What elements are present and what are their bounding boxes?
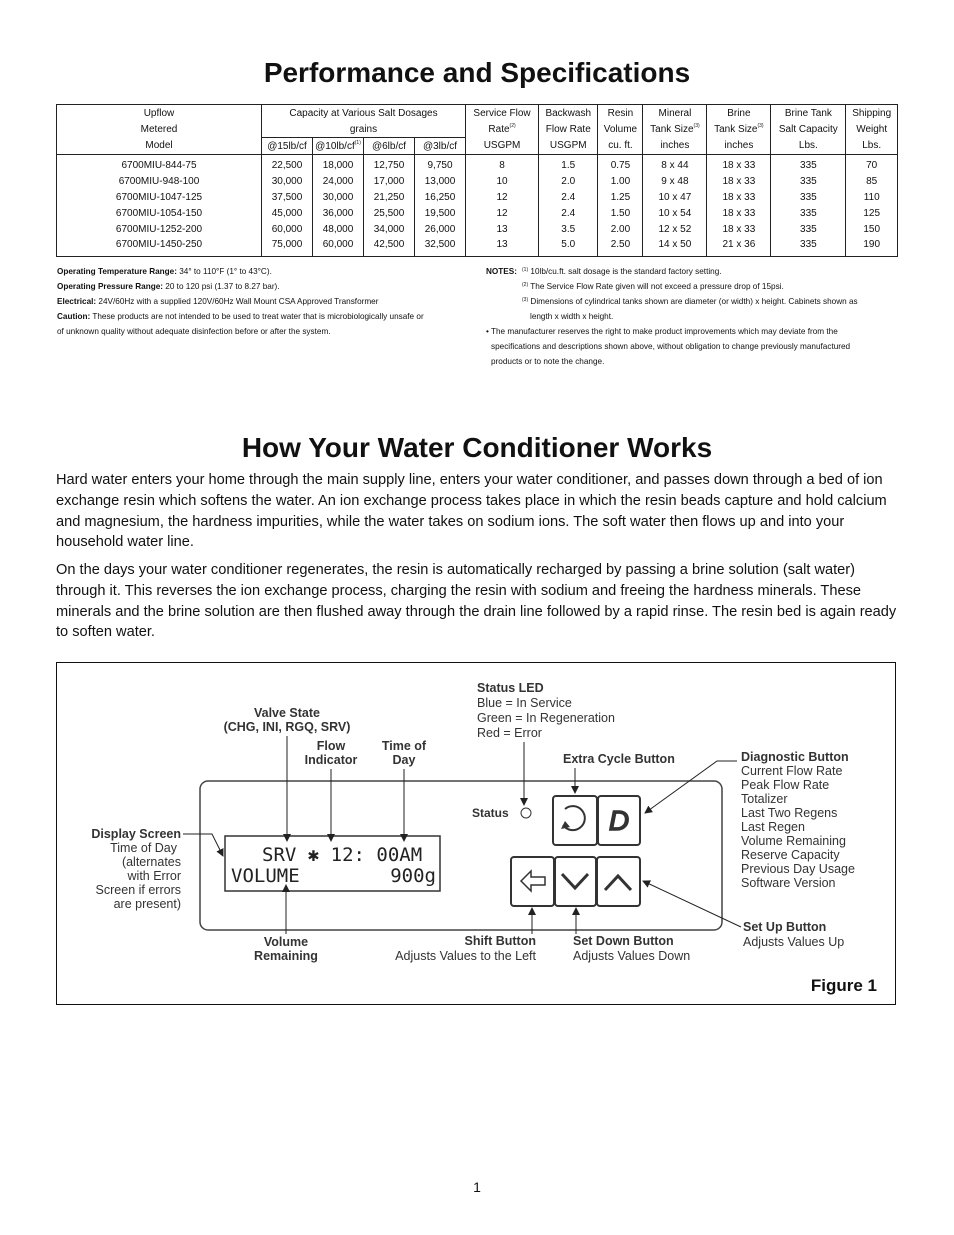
table-cell: 14 x 50: [643, 237, 707, 256]
table-row: [57, 221, 898, 237]
table-cell: cu. ft.: [598, 138, 643, 155]
table-cell: 1.5: [539, 155, 598, 174]
table-cell: Backwash: [539, 105, 598, 122]
svg-text:Current Flow Rate: Current Flow Rate: [741, 764, 843, 778]
svg-text:Indicator: Indicator: [304, 753, 358, 767]
svg-text:Display Screen: Display Screen: [91, 827, 181, 841]
table-cell: 26,000: [415, 221, 466, 237]
table-cell: 17,000: [364, 174, 415, 190]
table-cell: 335: [771, 174, 846, 190]
table-cell: 12: [466, 205, 539, 221]
page-number: 1: [473, 1179, 481, 1195]
svg-text:Shift Button: Shift Button: [464, 934, 536, 948]
table-cell: 22,500: [262, 155, 313, 174]
table-cell: 190: [846, 237, 898, 256]
table-cell: 6700MIU-1450-250: [57, 237, 262, 256]
svg-text:Flow: Flow: [316, 739, 346, 753]
table-cell: 335: [771, 221, 846, 237]
table-cell: 110: [846, 190, 898, 206]
table-cell: USGPM: [466, 138, 539, 155]
status-label: Status: [472, 806, 509, 820]
table-cell: 2.50: [598, 237, 643, 256]
svg-text:Set Up Button: Set Up Button: [743, 920, 827, 934]
section-title-specifications: Performance and Specifications: [263, 57, 691, 88]
svg-text:with Error: with Error: [127, 869, 181, 883]
svg-text:Totalizer: Totalizer: [741, 792, 788, 806]
table-row: [57, 174, 898, 190]
lcd-line-2-left: VOLUME: [231, 865, 300, 887]
table-cell: 75,000: [262, 237, 313, 256]
set-down-button[interactable]: [555, 857, 596, 906]
svg-text:Software Version: Software Version: [741, 876, 836, 890]
svg-text:Adjusts Values to the Left: Adjusts Values to the Left: [395, 949, 536, 963]
table-cell: 30,000: [262, 174, 313, 190]
table-cell: Lbs.: [771, 138, 846, 155]
table-cell: 8: [466, 155, 539, 174]
table-cell: 34,000: [364, 221, 415, 237]
table-cell: 32,500: [415, 237, 466, 256]
table-cell: 335: [771, 155, 846, 174]
table-cell: 13: [466, 221, 539, 237]
table-cell: 10: [466, 174, 539, 190]
d-letter: D: [608, 805, 630, 836]
table-cell: 70: [846, 155, 898, 174]
table-cell: 10 x 54: [643, 205, 707, 221]
table-cell: 18,000: [313, 155, 364, 174]
table-cell: Metered: [57, 121, 262, 138]
table-cell: 21 x 36: [707, 237, 771, 256]
status-led-icon: [521, 808, 531, 818]
svg-text:Valve State: Valve State: [253, 706, 321, 720]
table-cell: 37,500: [262, 190, 313, 206]
table-cell: 1.00: [598, 174, 643, 190]
svg-text:are present): are present): [113, 897, 181, 911]
table-cell: 9 x 48: [643, 174, 707, 190]
table-cell: 2.4: [539, 205, 598, 221]
table-cell: 36,000: [313, 205, 364, 221]
table-cell: Mineral: [643, 105, 707, 122]
table-cell: Shipping: [846, 105, 898, 122]
table-cell: Brine: [707, 105, 771, 122]
table-cell: Resin: [598, 105, 643, 122]
lcd-line-1: SRV ✱ 12: 00AM: [262, 844, 423, 866]
disclaimer: • The manufacturer reserves the right to make product improvements which may deviate from the specifications and descriptions shown above, without obligation to change previously manufactured products or to note the change.: [486, 327, 851, 366]
svg-text:(CHG, INI, RGQ, SRV): (CHG, INI, RGQ, SRV): [223, 720, 351, 734]
table-cell: 18 x 33: [707, 174, 771, 190]
table-cell: 125: [846, 205, 898, 221]
table-cell: 9,750: [415, 155, 466, 174]
diagnostic-button[interactable]: [598, 796, 640, 845]
svg-text:Time of Day: Time of Day: [110, 841, 177, 855]
table-cell: 25,500: [364, 205, 415, 221]
table-cell: Salt Capacity: [771, 121, 846, 138]
table-cell: Upflow: [57, 105, 262, 122]
svg-text:Green = In Regeneration: Green = In Regeneration: [477, 711, 615, 725]
svg-text:Screen if errors: Screen if errors: [95, 883, 181, 897]
table-row: [57, 237, 898, 256]
svg-text:Set Down Button: Set Down Button: [573, 934, 674, 948]
figure-caption: Figure 1: [810, 976, 877, 995]
paragraph: Hard water enters your home through the main supply line, enters your water conditioner, and passes down through a bed of ion exchange resin which softens the water. An ion exchange process takes place in which the resin beads capture and hold calcium and magnesium, the hardness impurities, while the water takes on sodium ions. The soft water then flows up and into your household water line.: [56, 472, 887, 551]
extra-cycle-button[interactable]: [553, 796, 597, 845]
table-row: [57, 155, 898, 174]
svg-text:Volume Remaining: Volume Remaining: [741, 834, 846, 848]
section-title-how-it-works: How Your Water Conditioner Works: [241, 432, 713, 463]
operating-conditions: Operating Temperature Range: 34° to 110°F (1° to 43°C). Operating Pressure Range: 20 to 120 psi (1.37 to 8.27 bar). Electrical: 24V/60Hz with a supplied 120V/60Hz Wall Mount CSA Approved Transformer Caution: These products are not intended to be used to treat water that is microbiologically unsafe or of unknown quality without adequate disinfection before or after the system.: [57, 267, 424, 336]
svg-text:Adjusts Values Up: Adjusts Values Up: [743, 935, 845, 949]
table-cell: USGPM: [539, 138, 598, 155]
svg-text:Blue = In Service: Blue = In Service: [477, 696, 572, 710]
svg-text:Red = Error: Red = Error: [477, 726, 542, 740]
svg-text:Reserve Capacity: Reserve Capacity: [741, 848, 840, 862]
table-cell: @6lb/cf: [364, 138, 415, 155]
control-panel-figure: [56, 662, 896, 1005]
table-cell: 6700MIU-1054-150: [57, 205, 262, 221]
table-cell: Tank Size$^{(3)}$: [643, 121, 707, 138]
table-cell: 335: [771, 237, 846, 256]
table-row: [57, 205, 898, 221]
table-row: [57, 190, 898, 206]
table-header-row: [57, 121, 898, 138]
table-cell: 19,500: [415, 205, 466, 221]
table-cell: 60,000: [262, 221, 313, 237]
svg-text:Diagnostic Button: Diagnostic Button: [741, 750, 849, 764]
table-cell: Tank Size$^{(3)}$: [707, 121, 771, 138]
table-cell: 24,000: [313, 174, 364, 190]
table-cell: Service Flow: [466, 105, 539, 122]
table-cell: 18 x 33: [707, 221, 771, 237]
table-cell: 10 x 47: [643, 190, 707, 206]
svg-text:Adjusts Values Down: Adjusts Values Down: [573, 949, 691, 963]
table-cell: 6700MIU-1252-200: [57, 221, 262, 237]
table-cell: 8 x 44: [643, 155, 707, 174]
table-cell: 335: [771, 190, 846, 206]
table-cell: 60,000: [313, 237, 364, 256]
table-cell: 3.5: [539, 221, 598, 237]
table-cell: grains: [262, 121, 466, 138]
table-cell: 2.0: [539, 174, 598, 190]
svg-text:Volume: Volume: [263, 935, 309, 949]
svg-text:Last Regen: Last Regen: [741, 820, 805, 834]
table-cell: 13,000: [415, 174, 466, 190]
table-cell: 5.0: [539, 237, 598, 256]
paragraph: On the days your water conditioner regenerates, the resin is automatically recharged by passing a brine solution (salt water) through it. This reverses the ion exchange process, charging the resin with sodium and freeing the hardness minerals. These minerals and the brine solution are then flushed away through the drain line followed by a rapid rinse. The resin bed is again ready to soften water.: [56, 562, 897, 641]
svg-text:Previous Day Usage: Previous Day Usage: [741, 862, 855, 876]
svg-text:Status LED: Status LED: [477, 681, 544, 695]
table-header-row: [57, 105, 898, 122]
svg-text:Remaining: Remaining: [254, 949, 318, 963]
table-cell: Brine Tank: [771, 105, 846, 122]
table-notes: NOTES: $^{(1)}$ 10lb/cu.ft. salt dosage is the standard factory setting. $^{(2)}$ The Service Flow Rate given will not exceed a pressure drop of 15psi. $^{(3)}$ Dimensions of cylindrical tanks shown are diameter (or width) x height. Cabinets shown as length x width x height. • The manufacturer reserves the right to make product improvements which may deviate from the specifications and descriptions shown above, without obligation to change previously manufactured products or to note the change.: [486, 264, 896, 369]
table-cell: 6700MIU-1047-125: [57, 190, 262, 206]
table-cell: Weight: [846, 121, 898, 138]
table-cell: 48,000: [313, 221, 364, 237]
table-cell: @3lb/cf: [415, 138, 466, 155]
table-cell: 150: [846, 221, 898, 237]
table-cell: 18 x 33: [707, 190, 771, 206]
table-cell: inches: [643, 138, 707, 155]
lcd-line-2-right: 900g: [390, 865, 436, 887]
table-cell: @15lb/cf: [262, 138, 313, 155]
svg-text:Time of: Time of: [381, 739, 427, 753]
table-cell: 12 x 52: [643, 221, 707, 237]
table-cell: 6700MIU-844-75: [57, 155, 262, 174]
table-cell: 12,750: [364, 155, 415, 174]
table-cell: 13: [466, 237, 539, 256]
table-cell: 30,000: [313, 190, 364, 206]
table-cell: 1.25: [598, 190, 643, 206]
shift-button[interactable]: [511, 857, 554, 906]
set-up-button[interactable]: [597, 857, 640, 906]
table-cell: 1.50: [598, 205, 643, 221]
specifications-table: [56, 104, 898, 257]
svg-text:Last Two Regens: Last Two Regens: [741, 806, 838, 820]
table-cell: Flow Rate: [539, 121, 598, 138]
table-cell: Rate$^{(2)}$: [466, 121, 539, 138]
svg-text:(alternates: (alternates: [121, 855, 181, 869]
svg-text:Day: Day: [392, 753, 416, 767]
table-cell: $@10lb/cf^{(1)}$: [313, 138, 364, 155]
table-cell: 16,250: [415, 190, 466, 206]
svg-text:Extra Cycle Button: Extra Cycle Button: [563, 752, 675, 766]
table-cell: 6700MIU-948-100: [57, 174, 262, 190]
table-cell: Capacity at Various Salt Dosages: [262, 105, 466, 122]
table-cell: 45,000: [262, 205, 313, 221]
table-header-row: [57, 138, 898, 155]
table-cell: 85: [846, 174, 898, 190]
table-cell: 18 x 33: [707, 155, 771, 174]
table-cell: Lbs.: [846, 138, 898, 155]
table-cell: 18 x 33: [707, 205, 771, 221]
table-cell: Model: [57, 138, 262, 155]
table-cell: 2.00: [598, 221, 643, 237]
table-cell: 2.4: [539, 190, 598, 206]
table-cell: 12: [466, 190, 539, 206]
table-cell: inches: [707, 138, 771, 155]
table-cell: 42,500: [364, 237, 415, 256]
table-cell: Volume: [598, 121, 643, 138]
svg-text:Peak Flow Rate: Peak Flow Rate: [741, 778, 830, 792]
table-cell: 0.75: [598, 155, 643, 174]
table-cell: 335: [771, 205, 846, 221]
table-cell: 21,250: [364, 190, 415, 206]
